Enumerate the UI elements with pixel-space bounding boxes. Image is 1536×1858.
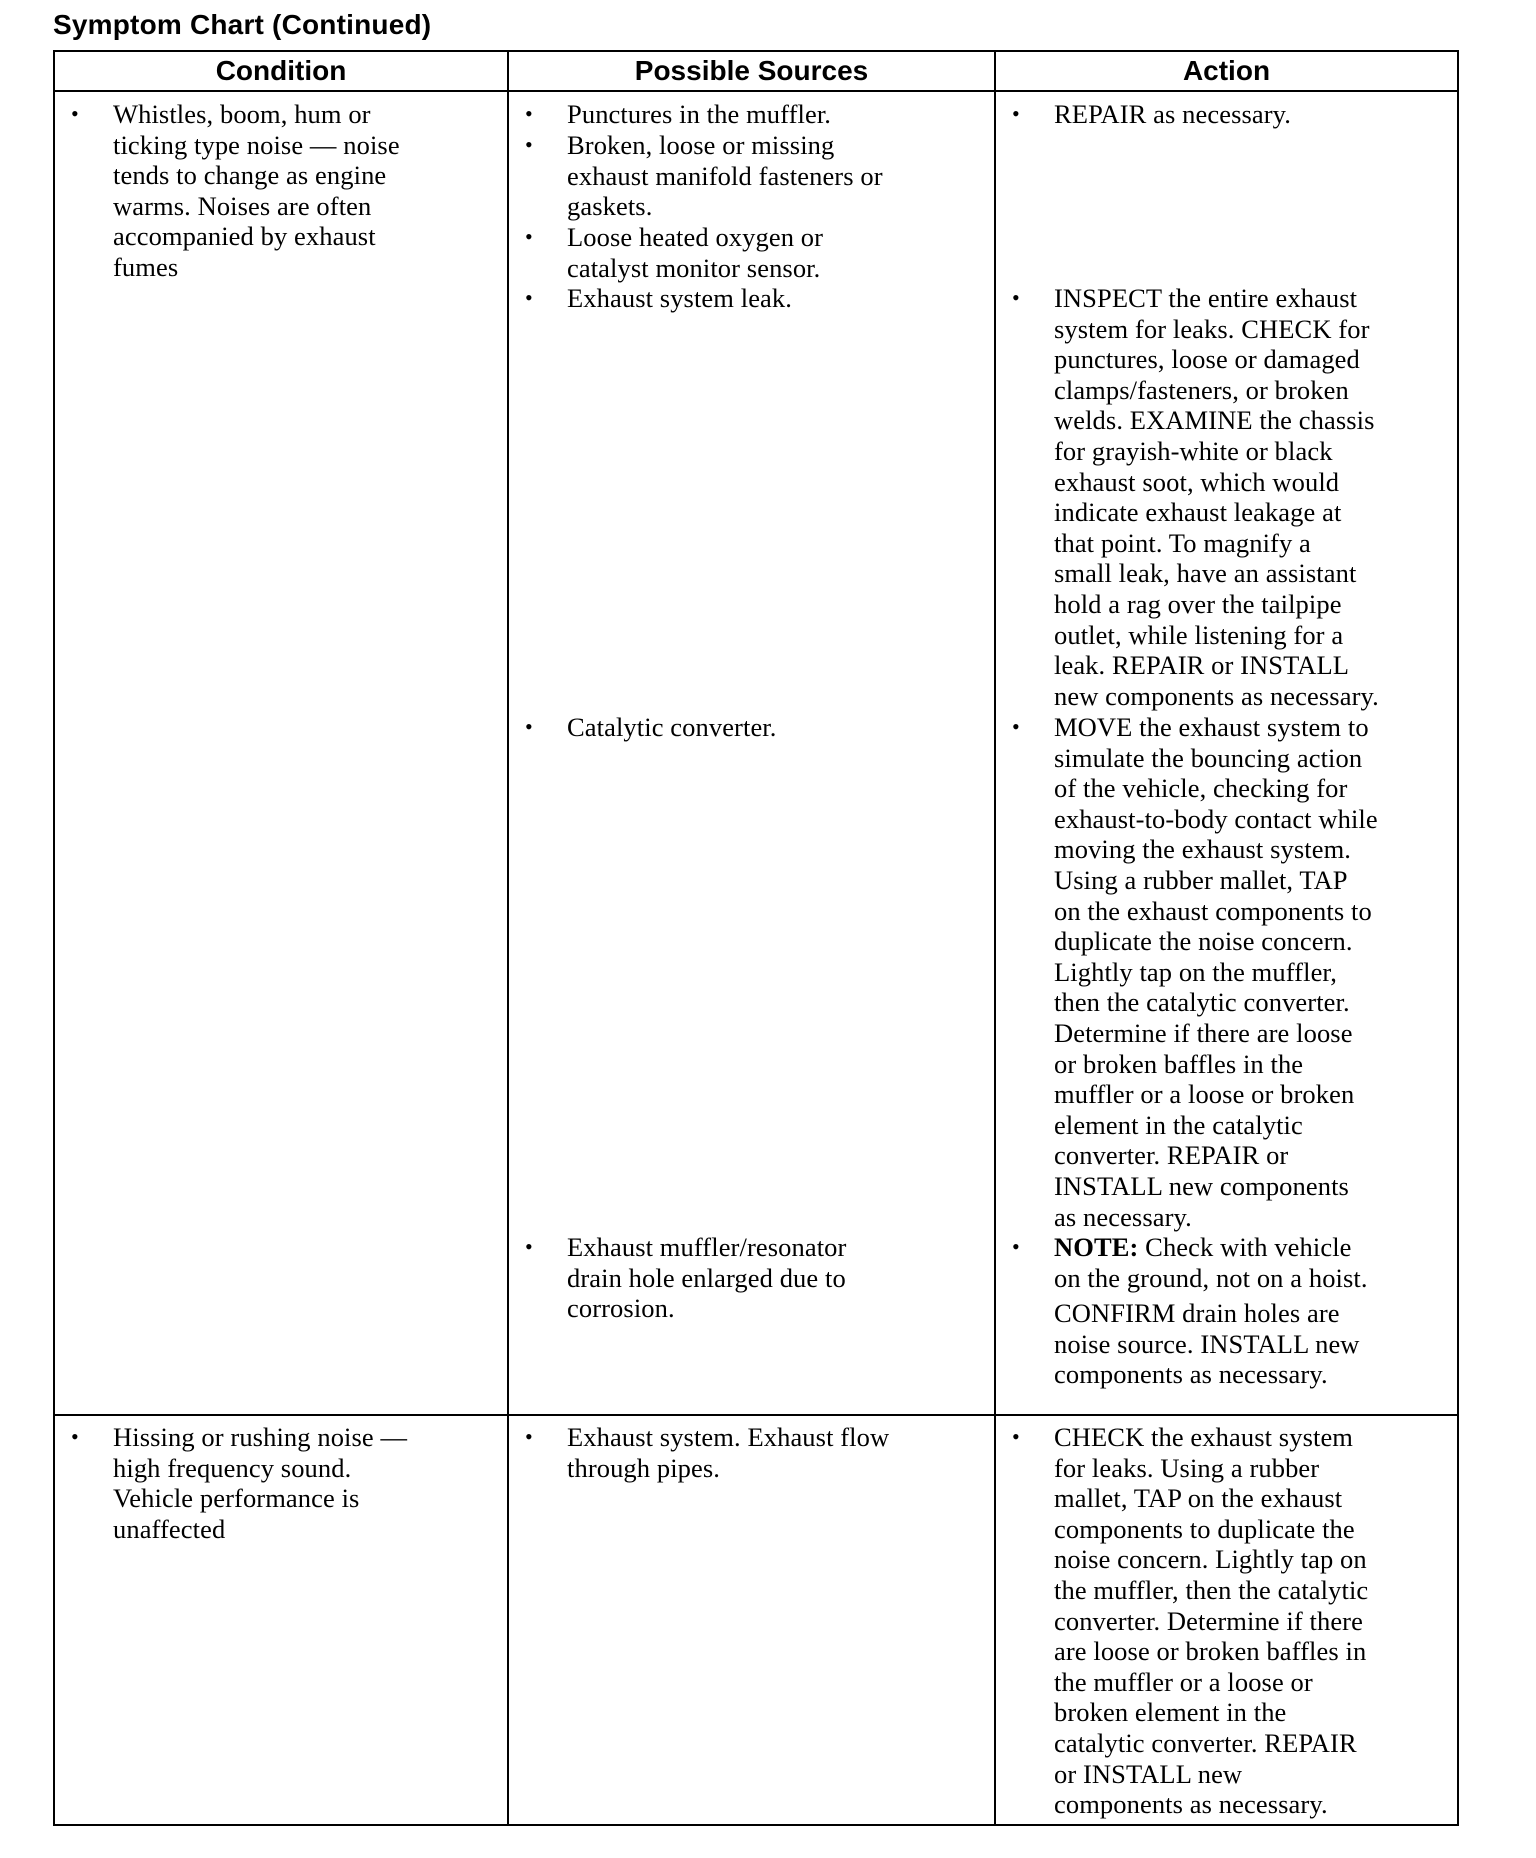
page-title: Symptom Chart (Continued) [53,9,432,40]
action-cell [995,1415,1458,1825]
bullet-icon: • [1012,1234,1020,1259]
action-item: • MOVE the exhaust system to simulate the bouncing action of the vehicle, checking for exhaust-to-body contact while moving the exhaust system. Using a rubber mallet, TAP on the exhaust components to duplicate the noise concern. Lightly tap on the muffler, then the catalytic converter. Determine if there are loose or broken baffles in the muffler or a loose or broken element in the catalytic converter. REPAIR or INSTALL new components as necessary. [1012,712,1378,1232]
source-item: • Punctures in the muffler. [525,99,832,129]
source-item: • Loose heated oxygen or catalyst monitor sensor. [525,222,824,283]
action-item: • INSPECT the entire exhaust system for leaks. CHECK for punctures, loose or damaged clamps/fasteners, or broken welds. EXAMINE the chassis for grayish-white or black exhaust soot, which would indicate exhaust leakage at that point. To magnify a small leak, have an assistant hold a rag over the tailpipe outlet, while listening for a leak. REPAIR or INSTALL new components as necessary. [1012,283,1379,711]
bullet-icon: • [1012,101,1020,126]
source-item: • Catalytic converter. [525,712,777,742]
condition-cell [54,1415,508,1825]
bullet-icon: • [71,1424,79,1449]
sources-cell [508,1415,995,1825]
bullet-icon: • [525,1424,533,1449]
bullet-icon: • [525,285,533,310]
bullet-icon: • [71,101,79,126]
condition-item: • Whistles, boom, hum or ticking type noise — noise tends to change as engine warms. Noises are often accompanied by exhaust fumes [71,99,400,282]
column-header-action: Action [995,51,1458,91]
action-item-note: • NOTE: Check with vehicle on the ground, not on a hoist. [1012,1232,1368,1293]
symptom-chart-table [53,50,1459,1826]
bullet-icon: • [525,101,533,126]
bullet-icon: • [525,1234,533,1259]
source-item: • Exhaust system leak. [525,283,792,313]
source-item: • Exhaust muffler/resonator drain hole enlarged due to corrosion. [525,1232,847,1324]
condition-cell [54,91,508,1415]
source-item: • Broken, loose or missing exhaust manifold fasteners or gaskets. [525,130,883,222]
bullet-icon: • [525,714,533,739]
column-header-possible-sources: Possible Sources [508,51,995,91]
bullet-icon: • [1012,285,1020,310]
table-row [54,91,1458,1415]
action-cell [995,91,1458,1415]
action-item: • CHECK the exhaust system for leaks. Using a rubber mallet, TAP on the exhaust components to duplicate the noise concern. Lightly tap on the muffler, then the catalytic converter. Determine if there are loose or broken baffles in the muffler or a loose or broken element in the catalytic converter. REPAIR or INSTALL new components as necessary. [1012,1422,1369,1820]
bullet-icon: • [525,132,533,157]
bullet-icon: • [525,224,533,249]
source-item: • Exhaust system. Exhaust flow through pipes. [525,1422,890,1483]
column-header-condition: Condition [54,51,508,91]
action-item: • REPAIR as necessary. [1012,99,1292,129]
table-row [54,1415,1458,1825]
bullet-icon: • [1012,1424,1020,1449]
action-item-continued: CONFIRM drain holes are noise source. INSTALL new components as necessary. [1054,1298,1360,1390]
note-label: NOTE: [1054,1232,1139,1262]
condition-item: • Hissing or rushing noise — high frequency sound. Vehicle performance is unaffected [71,1422,408,1544]
sources-cell [508,91,995,1415]
bullet-icon: • [1012,714,1020,739]
header-row [54,51,1458,91]
